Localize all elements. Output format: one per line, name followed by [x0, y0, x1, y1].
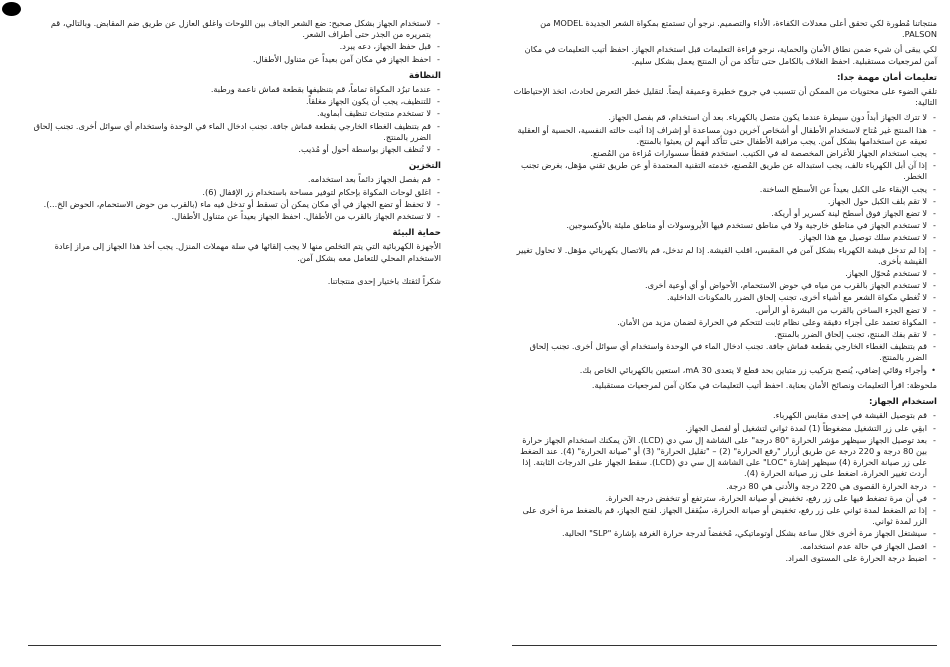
safety-intro: تلقي الضوء على محتويات من الممكن أن تتسبب في جروح خطيرة وعميقة أيضاً. لتقليل خطر التعرض لحادث، اتخذ الإحتياطات التالية:: [513, 86, 937, 108]
list-item: - لا تترك الجهاز أبداً دون سيطرة عندما يكون متصل بالكهرباء. بعد أن استخدام، قم بفصل الجهاز.: [512, 112, 927, 123]
list-item: - ابقِي على زر التشغيل مضغوطاً (1) لمدة ثواني لتشغيل أو لفصل الجهاز.: [512, 423, 927, 434]
list-item: - اضبط درجة الحرارة على المستوى المراد.: [512, 553, 927, 564]
list-item: - افصل الجهاز في حالة عدم استخدامه.: [512, 541, 927, 552]
safety-list: [512, 112, 937, 375]
list-item: - لا تضع الجهاز فوق أسطح لينة كسرير أو أريكة.: [512, 208, 927, 219]
list-item: - سيشتغل الجهاز مرة أخرى خلال ساعة بشكل أوتوماتيكي، مُخفضاً لدرجة حرارة الغرفة بإشارة "SLP" الحالية.: [512, 528, 927, 539]
footer-divider: [512, 645, 937, 646]
list-item: - لا تُنظف الجهاز بواسطة أحول أو مُذيب.: [28, 144, 431, 155]
left-column: [28, 18, 441, 291]
intro-paragraph: منتجاتنا مُطورة لكي تحقق أعلى معدلات الكفاءة، الأداء والتصميم. نرجو أن تستمتع بمكواة الشعر الجديدة MODEL من PALSON.: [540, 18, 937, 40]
list-item: - قم بتنظيف الغطاء الخارجي بقطعة قماش جافة. تجنب ادخال الماء في الوحدة واستخدام أي سوائل أخرى. تجنب إلحاق الضرر بالمنتج.: [28, 121, 431, 143]
list-item: - درجة الحرارة القصوى هي 220 درجة والأدنى هي 80 درجة.: [512, 481, 927, 492]
list-item: - لا تحفظ أو تضع الجهاز في أي مكان يمكن أن تسقط أو تدخل فيه ماء (بالقرب من حوض الاستحمام، الحوض الخ...).: [28, 199, 431, 210]
note-paragraph: ملحوظة: اقرأ التعليمات ونصائح الأمان بعناية. احفظ أتيب التعليمات في مكان آمن لمرجعيات مستقبلية.: [591, 379, 937, 390]
list-item: - إذا تم الضغط لمدة ثواني على زر رفع، تخفيض أو صيانة الحرارة، سيُقفل الجهاز. لفتح الجهاز، قم بالضغط مرة أخرى على الزر لمدة ثواني.: [512, 505, 927, 527]
list-item: - بعد توصيل الجهاز سيظهر مؤشر الحرارة "80 درجة" على الشاشة إل سي دي (LCD). الآن يمكنك استخدام الجهاز حرارة بين 80 درجة و 220 درجة عن طريق أزرار "رفع الحرارة" (2) – "تقليل الحرارة" (3) أو "صيانة الحرارة" (4). عند الضغط على زر صيانة الحرارة (4) سيظهر إشارة "LOC" على الشاشة إل سي دي (LCD). سقط الجهاز على الدرجات الثابتة. إذا أردت تغيير الحرارة، اضغط على زر صيانة الحرارة (4).: [512, 435, 927, 480]
list-item: - للتنظيف، يجب أن يكون الجهاز مغلقاً.: [28, 96, 431, 107]
list-item: - قم بتنظيف الغطاء الخارجي بقطعة قماش جافة. تجنب ادخال الماء في الوحدة واستخدام أي سوائل أخرى. تجنب إلحاق الضرر بالمنتج.: [512, 341, 927, 363]
list-item: - لا تقم بلف الكبل حول الجهاز.: [512, 196, 927, 207]
storage-heading: التخزين: [408, 161, 441, 172]
list-item: - يجب استخدام الجهاز للأغراض المخصصة له في الكتيب. استخدم فقطأ سسوارات مُزاءة من المُصنع.: [512, 148, 927, 159]
list-item: - لا تستخدم الجهاز في مناطق خارجية ولا في مناطق تستخدم فيها الأيروسولات أو مناطق مليئة بالأوكسوجين.: [512, 220, 927, 231]
right-column: [512, 18, 937, 568]
usage-heading: استخدام الجهاز:: [869, 397, 937, 408]
environment-heading: حماية البيئة: [392, 228, 441, 239]
list-item: - يجب الإبقاء على الكبل بعيداً عن الأسطح الساخنة.: [512, 184, 927, 195]
usage-list: [512, 410, 937, 564]
list-item: - احفظ الجهاز في مكان آمن بعيداً عن متناول الأطفال.: [28, 54, 431, 65]
list-item: - المكواة تعتمد على أجزاء دقيقة وعلى نظام ثابت لتتحكم في الحرارة لضمان مزيد من الأمان.: [512, 317, 927, 328]
list-item: - لا تستخدم الجهاز بالقرب من مياه في حوض الاستحمام، الأحواض أو أي أوعية أخرى.: [512, 280, 927, 291]
intro-paragraph: لكي يبقى أن شيء ضمن نطاق الأمان والحماية، نرجو قراءة التعليمات قبل استخدام الجهاز. احفظ أتيب التعليمات في مكان آمن لمرجعيات مستقبلية. احفظ الغلاف بالكامل حتى تتأكد من أن المنتج يعمل بشكل سليم.: [524, 44, 937, 66]
list-item: - لا تستخدم مُحوّل الجهاز.: [512, 268, 927, 279]
list-item: - اغلق لوحات المكواة بإحكام لتوفير مساحة باستخدام زر الإقفال (6).: [28, 187, 431, 198]
list-item: - إذا آن أبل الكهرباء تالف، يجب استبداله عن طريق المُصنع، خدمته التقنية المعتمدة أو عن طريق تقني مؤهل، بغرض تجنب الخطر.: [512, 160, 927, 182]
list-item: • وأجراء وقائي إضافي، يُنصح بتركيب زر متباين بحد قطع لا يتعدى 30 mA، استعين بالكهربائي الخاص بك.: [512, 365, 927, 376]
usage-continued-list: [28, 18, 441, 65]
list-item: - لا تضع الجزء الساخن بالقرب من البشرة أو الرأس.: [512, 305, 927, 316]
list-item: - لاستخدام الجهاز بشكل صحيح: ضع الشعر الجاف بين اللوحات واغلق العازل عن طريق ضم المقابض. وبالتالي، قم بتمريره من الجذر حتى أطراف الشعر.: [28, 18, 431, 40]
page-corner-marker: [2, 2, 21, 16]
list-item: - هذا المنتج غير مُتاح لاستخدام الأطفال أو أشخاص آخرين دون مساعدة أو إشراف إذا أثبت حالته النفسية، الحسية أو العقلية تعيقه عن استخدامها بشكل آمن. يجب مراقبة الأطفال حتى تتأكد أنهم لن يعبثوا بالمنتج.: [512, 125, 927, 147]
list-item: - قم بفصل الجهاز دائماً بعد استخدامه.: [28, 174, 431, 185]
list-item: - قبل حفظ الجهاز، دعه يبرد.: [28, 41, 431, 52]
list-item: - قم بتوصيل القيشة في إحدى مقابس الكهرباء.: [512, 410, 927, 421]
environment-paragraph: الأجهزة الكهربائية التي يتم التخلص منها لا يجب إلقائها في سلة مهملات المنزل. يجب أخذ هذا الجهاز إلى مراز إعادة الاستخدام المحلي للتعامل معه بشكل آمن.: [54, 241, 441, 263]
safety-heading: تعليمات أمان مهمة جدا:: [836, 72, 937, 83]
list-item: - لا تقم بفك المنتج، تجنب إلحاق الضرر بالمنتج.: [512, 329, 927, 340]
thanks-text: شكراً لثقتك باختيار إحدى منتجاتنا.: [327, 275, 441, 286]
list-item: - لا تستخدم الجهاز بالقرب من الأطفال. احفظ الجهاز بعيداً عن متناول الأطفال.: [28, 211, 431, 222]
list-item: - لا تستخدم سلك توصيل مع هذا الجهاز.: [512, 232, 927, 243]
footer-divider: [28, 645, 441, 646]
list-item: - لا تستخدم منتجات تنظيف أبماوية.: [28, 108, 431, 119]
list-item: - إذا لم تدخل قيشة الكهرباء بشكل آمن في المقبس، اقلب القيشة. إذا لم تدخل، قم بالاتصال بكهربائي مؤهل. لا تحاول تغيير القيشة بأخرى.: [512, 245, 927, 267]
cleaning-list: [28, 84, 441, 155]
cleaning-heading: النظافة: [408, 70, 441, 81]
list-item: - عندما تبرُد المكواة تماماً، قم بتنظيفها بقطعة قماش ناعمة ورطبة.: [28, 84, 431, 95]
storage-list: [28, 174, 441, 222]
list-item: - في أن مرة تضغط فيها على زر رفع، تخفيض أو صيانة الحرارة، سترتفع أو تنخفض درجة الحرارة.: [512, 493, 927, 504]
list-item: - لا تُغطي مكواة الشعر مع أشياء أخرى، تجنب إلحاق الضرر بالمكونات الداخلية.: [512, 292, 927, 303]
